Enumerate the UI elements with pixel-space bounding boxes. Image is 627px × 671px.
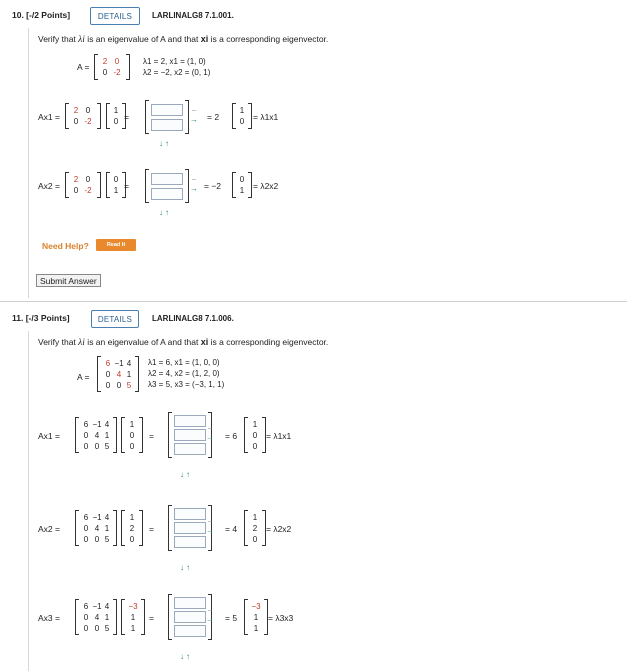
q10-row2-side-arrows[interactable]: − → bbox=[190, 175, 198, 193]
answer-input[interactable] bbox=[174, 536, 206, 548]
q11-eigen-pairs: λ1 = 6, x1 = (1, 0, 0) λ2 = 4, x2 = (1, 2, 0) λ3 = 5, x3 = (−3, 1, 1) bbox=[148, 358, 225, 389]
lambda-i: λi bbox=[78, 338, 85, 348]
q10-row1-side-arrows[interactable]: − → bbox=[190, 106, 198, 124]
q10-row1-bottom-arrows[interactable]: ↓↑ bbox=[159, 139, 171, 148]
answer-input[interactable] bbox=[174, 597, 206, 609]
q11-code: LARLINALG8 7.1.006. bbox=[152, 313, 234, 323]
q11-row2-side-arrows[interactable]: − → bbox=[206, 517, 214, 535]
q11-row3-scalar: = 5 bbox=[225, 613, 238, 623]
q10-row2-bottom-arrows[interactable]: ↓↑ bbox=[159, 208, 171, 217]
lambda-i: λi bbox=[78, 35, 85, 45]
q10-row2-result: 0 1 bbox=[232, 172, 252, 198]
q11-row3-rhs: = λ3x3 bbox=[268, 613, 294, 623]
q11-matrix-A: 6 −1 4 0 4 1 0 0 5 bbox=[97, 356, 139, 392]
answer-input[interactable] bbox=[151, 173, 183, 185]
q10-row1-rhs: = λ1x1 bbox=[253, 112, 279, 122]
q10-header bbox=[0, 2, 627, 28]
q10-row2-matrix: 2 0 0 -2 bbox=[65, 172, 101, 198]
q10-A-label: A = bbox=[77, 62, 90, 72]
answer-input[interactable] bbox=[174, 415, 206, 427]
q11-row1-scalar: = 6 bbox=[225, 431, 238, 441]
q10-row1-scalar: = 2 bbox=[207, 112, 220, 122]
q10-row2-scalar: = −2 bbox=[204, 181, 222, 191]
q11-row1-matrix: 6 −1 4 0 4 1 0 0 5 bbox=[75, 417, 117, 453]
q10-row1-lhs: Ax1 = bbox=[38, 112, 60, 122]
q11-row2-lhs: Ax2 = bbox=[38, 524, 60, 534]
q11-row3-bottom-arrows[interactable]: ↓↑ bbox=[180, 652, 192, 661]
submit-answer-button[interactable]: Submit Answer bbox=[36, 274, 101, 287]
q11-row3-side-arrows[interactable]: − → bbox=[206, 606, 214, 624]
q10-row1-vector: 1 0 bbox=[106, 103, 126, 129]
q11-row2-vector: 1 2 0 bbox=[121, 510, 143, 546]
answer-input[interactable] bbox=[174, 508, 206, 520]
answer-input[interactable] bbox=[151, 104, 183, 116]
q10-details-button[interactable]: DETAILS bbox=[90, 7, 140, 25]
q11-number: 11. [-/3 Points] bbox=[12, 313, 70, 323]
answer-input[interactable] bbox=[151, 188, 183, 200]
q10-row2-vector: 0 1 bbox=[106, 172, 126, 198]
q11-row1-lhs: Ax1 = bbox=[38, 431, 60, 441]
answer-input[interactable] bbox=[174, 429, 206, 441]
q10-code: LARLINALG8 7.1.001. bbox=[152, 10, 234, 20]
q10-row2-rhs: = λ2x2 bbox=[253, 181, 279, 191]
q11-row3-matrix: 6 −1 4 0 4 1 0 0 5 bbox=[75, 599, 117, 635]
answer-input[interactable] bbox=[174, 522, 206, 534]
q10-instruction: Verify that λi is an eigenvalue of A and that xi is a corresponding eigenvector. bbox=[38, 34, 329, 45]
q11-instruction: Verify that λi is an eigenvalue of A and that xi is a corresponding eigenvector. bbox=[38, 337, 329, 348]
q11-row2-rhs: = λ2x2 bbox=[266, 524, 292, 534]
q11-row2-result: 1 2 0 bbox=[244, 510, 266, 546]
q10-eigen-pairs: λ1 = 2, x1 = (1, 0) λ2 = −2, x2 = (0, 1) bbox=[143, 57, 211, 77]
need-help-label: Need Help? bbox=[42, 241, 89, 251]
q11-row1-rhs: = λ1x1 bbox=[266, 431, 292, 441]
q11-row2-scalar: = 4 bbox=[225, 524, 238, 534]
answer-input[interactable] bbox=[174, 611, 206, 623]
q11-row2-matrix: 6 −1 4 0 4 1 0 0 5 bbox=[75, 510, 117, 546]
q10-row1-result: 1 0 bbox=[232, 103, 252, 129]
q10-row2-lhs: Ax2 = bbox=[38, 181, 60, 191]
q11-row3-lhs: Ax3 = bbox=[38, 613, 60, 623]
question-divider bbox=[0, 301, 627, 302]
read-it-button[interactable]: Read It bbox=[96, 239, 136, 251]
q10-row1-answer-vector bbox=[145, 100, 189, 134]
q11-row1-bottom-arrows[interactable]: ↓↑ bbox=[180, 470, 192, 479]
answer-input[interactable] bbox=[174, 625, 206, 637]
q11-row1-result: 1 0 0 bbox=[244, 417, 266, 453]
answer-input[interactable] bbox=[151, 119, 183, 131]
q11-row3-vector: −3 1 1 bbox=[121, 599, 145, 635]
answer-input[interactable] bbox=[174, 443, 206, 455]
q11-A-label: A = bbox=[77, 372, 90, 382]
q10-matrix-A: 2 0 0 -2 bbox=[94, 54, 130, 80]
q11-header bbox=[0, 305, 627, 331]
q10-row1-matrix: 2 0 0 -2 bbox=[65, 103, 101, 129]
q11-row2-bottom-arrows[interactable]: ↓↑ bbox=[180, 563, 192, 572]
q10-number: 10. [-/2 Points] bbox=[12, 10, 71, 20]
q10-row2-answer-vector bbox=[145, 169, 189, 203]
q11-row3-result: −3 1 1 bbox=[244, 599, 268, 635]
q11-details-button[interactable]: DETAILS bbox=[91, 310, 139, 328]
q11-row1-vector: 1 0 0 bbox=[121, 417, 143, 453]
q11-row1-side-arrows[interactable]: − → bbox=[206, 424, 214, 442]
